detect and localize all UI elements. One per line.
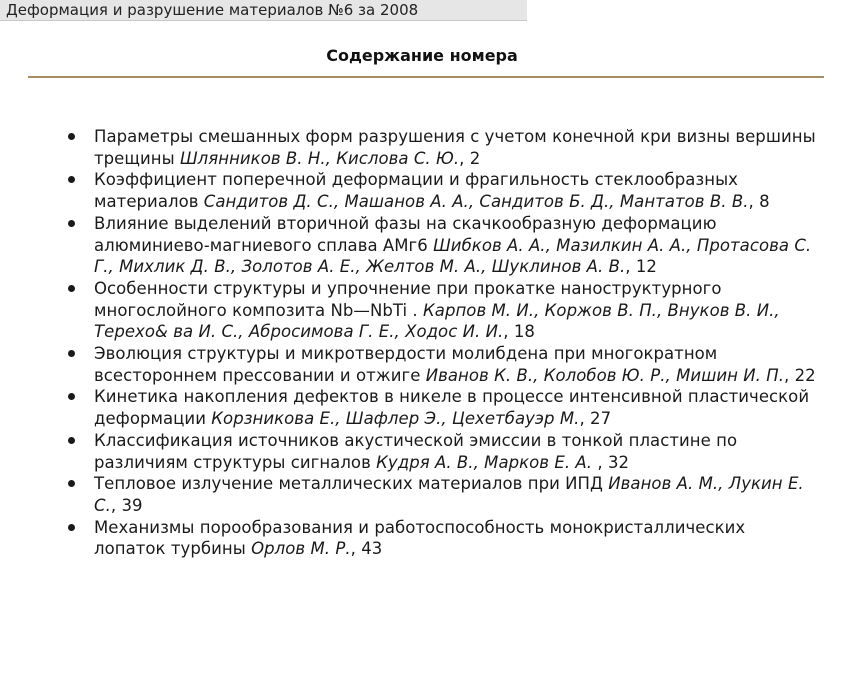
article-authors: Иванов А. М., Лукин Е. С. [94,474,804,515]
bullet-icon [68,480,75,487]
article-title: Классификация источников акустической эмиссии в тонкой пластине по различиям структуры сигналов [94,430,738,472]
bullet-icon [68,176,75,183]
article-title: Влияние выделений вторичной фазы на скачкообразную деформацию алюминиево-магниевого сплава АМг6 [94,213,717,255]
article-page: , 2 [459,148,481,168]
toc-item-7 [0,430,844,473]
article-title: Механизмы порообразования и работоспособность монокристаллических лопаток турбины [94,517,746,559]
bullet-icon [68,393,75,400]
article-title: Тепловое излучение металлических материалов при ИПД [94,474,603,494]
article-page: , 18 [503,322,535,342]
article-page: , 27 [579,409,612,429]
article-authors: Орлов М. Р. [251,539,351,559]
article-page: , 43 [350,539,383,559]
journal-title: Деформация и разрушение материалов №6 за 2008 [6,1,419,19]
article-authors: Корзникова Е., Шафлер Э., Цехетбауэр М. [211,409,580,429]
article-title: Коэффициент поперечной деформации и фрагильность стеклообразных материалов [94,170,738,212]
article-title: Эволюция структуры и микротвердости молибдена при многократном всестороннем прессовании и отжиге [94,344,718,385]
journal-title-bar [0,0,527,21]
article-authors: Шлянников В. Н., Кислова С. Ю. [179,148,460,168]
article-page: , 12 [625,257,657,277]
article-page: , 39 [110,495,143,515]
article-authors: Кудря А. В., Марков Е. А. [376,452,593,472]
toc-item-6 [0,386,844,429]
article-authors: Карпов М. И., Коржов В. П., Внуков В. И., Терехо& ва И. С., Абросимова Г. Е., Ходос И. И. [94,300,780,342]
toc-item-5 [0,343,844,386]
heading-divider [28,76,824,78]
bullet-icon [68,437,75,444]
bullet-icon [68,350,75,357]
article-title: Параметры смешанных форм разрушения с учетом конечной кри визны вершины трещины [94,127,816,168]
bullet-icon [68,285,75,292]
toc-item-2 [0,169,844,212]
toc-item-4 [0,278,844,343]
article-authors: Сандитов Д. С., Машанов А. А., Сандитов Б. Д., Мантатов В. В. [203,192,749,212]
article-page: , 8 [748,192,770,212]
article-authors: Шибков А. А., Мазилкин А. А., Протасова С. Г., Михлик Д. В., Золотов А. Е., Желтов М. А., Шуклинов А. В. [94,235,812,277]
article-page: , 22 [783,365,816,385]
toc-item-8 [0,473,844,516]
contents-heading: Содержание номера [326,46,518,65]
article-title: Кинетика накопления дефектов в никеле в процессе интенсивной пластической деформации [94,387,810,429]
toc-item-9 [0,517,844,560]
toc-item-3 [0,213,844,278]
article-page: , 32 [592,452,630,472]
toc-item-1 [0,126,844,169]
bullet-icon [68,220,75,227]
article-authors: Иванов К. В., Колобов Ю. Р., Мишин И. П. [425,365,784,385]
bullet-icon [68,133,75,140]
bullet-icon [68,524,75,531]
contents-list [0,126,844,560]
article-title: Особенности структуры и упрочнение при прокатке наноструктурного многослойного композита Nb—NbTi . [94,278,722,320]
